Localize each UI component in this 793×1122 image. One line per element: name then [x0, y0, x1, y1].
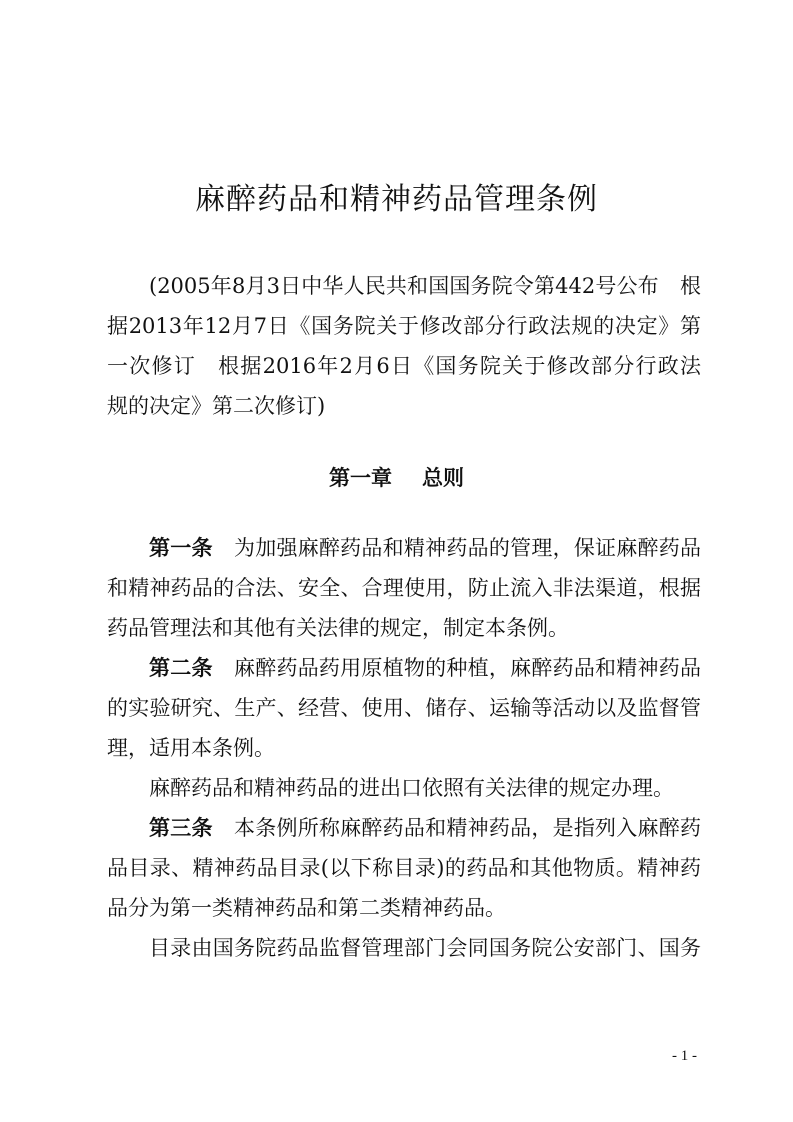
- article-2: [107, 648, 701, 768]
- article-3-paragraph-2: [107, 928, 701, 968]
- chapter-name: 总则: [422, 466, 464, 490]
- article-line: 理，适用本条例。: [107, 736, 275, 760]
- chapter-heading: [0, 462, 793, 494]
- article-line: 和精神药品的合法、安全、合理使用，防止流入非法渠道，根据: [107, 576, 701, 600]
- article-label: 第一条: [149, 536, 213, 560]
- article-label: 第三条: [149, 816, 213, 840]
- article-line: [107, 528, 701, 568]
- article-label: 第二条: [149, 656, 213, 680]
- article-3: [107, 808, 701, 928]
- article-line: [107, 808, 701, 848]
- article-line: 品分为第一类精神药品和第二类精神药品。: [107, 896, 506, 920]
- article-line: 品目录、精神药品目录(以下称目录)的药品和其他物质。精神药: [107, 856, 701, 880]
- article-line: [107, 648, 701, 688]
- article-text: 麻醉药品药用原植物的种植，麻醉药品和精神药品: [233, 656, 702, 680]
- article-text: 为加强麻醉药品和精神药品的管理，保证麻醉药品: [233, 536, 702, 560]
- page-number: - 1 -: [672, 1048, 697, 1064]
- article-line: 的实验研究、生产、经营、使用、储存、运输等活动以及监督管: [107, 696, 701, 720]
- article-line: 药品管理法和其他有关法律的规定，制定本条例。: [107, 616, 569, 640]
- article-line: 麻醉药品和精神药品的进出口依照有关法律的规定办理。: [149, 776, 674, 800]
- article-1: [107, 528, 701, 648]
- chapter-number: 第一章: [329, 466, 392, 490]
- preamble: [107, 266, 701, 426]
- article-text: 本条例所称麻醉药品和精神药品，是指列入麻醉药: [233, 816, 702, 840]
- article-2-paragraph-2: [107, 768, 701, 808]
- preamble-line: 规的决定》第二次修订): [107, 394, 326, 418]
- preamble-line: 据2013年12月7日《国务院关于修改部分行政法规的决定》第: [107, 314, 701, 338]
- preamble-line: 一次修订 根据2016年2月6日《国务院关于修改部分行政法: [107, 354, 701, 378]
- article-line: 目录由国务院药品监督管理部门会同国务院公安部门、国务: [149, 936, 701, 960]
- preamble-line: (2005年8月3日中华人民共和国国务院令第442号公布 根: [149, 274, 701, 298]
- document-title: 麻醉药品和精神药品管理条例: [195, 182, 598, 217]
